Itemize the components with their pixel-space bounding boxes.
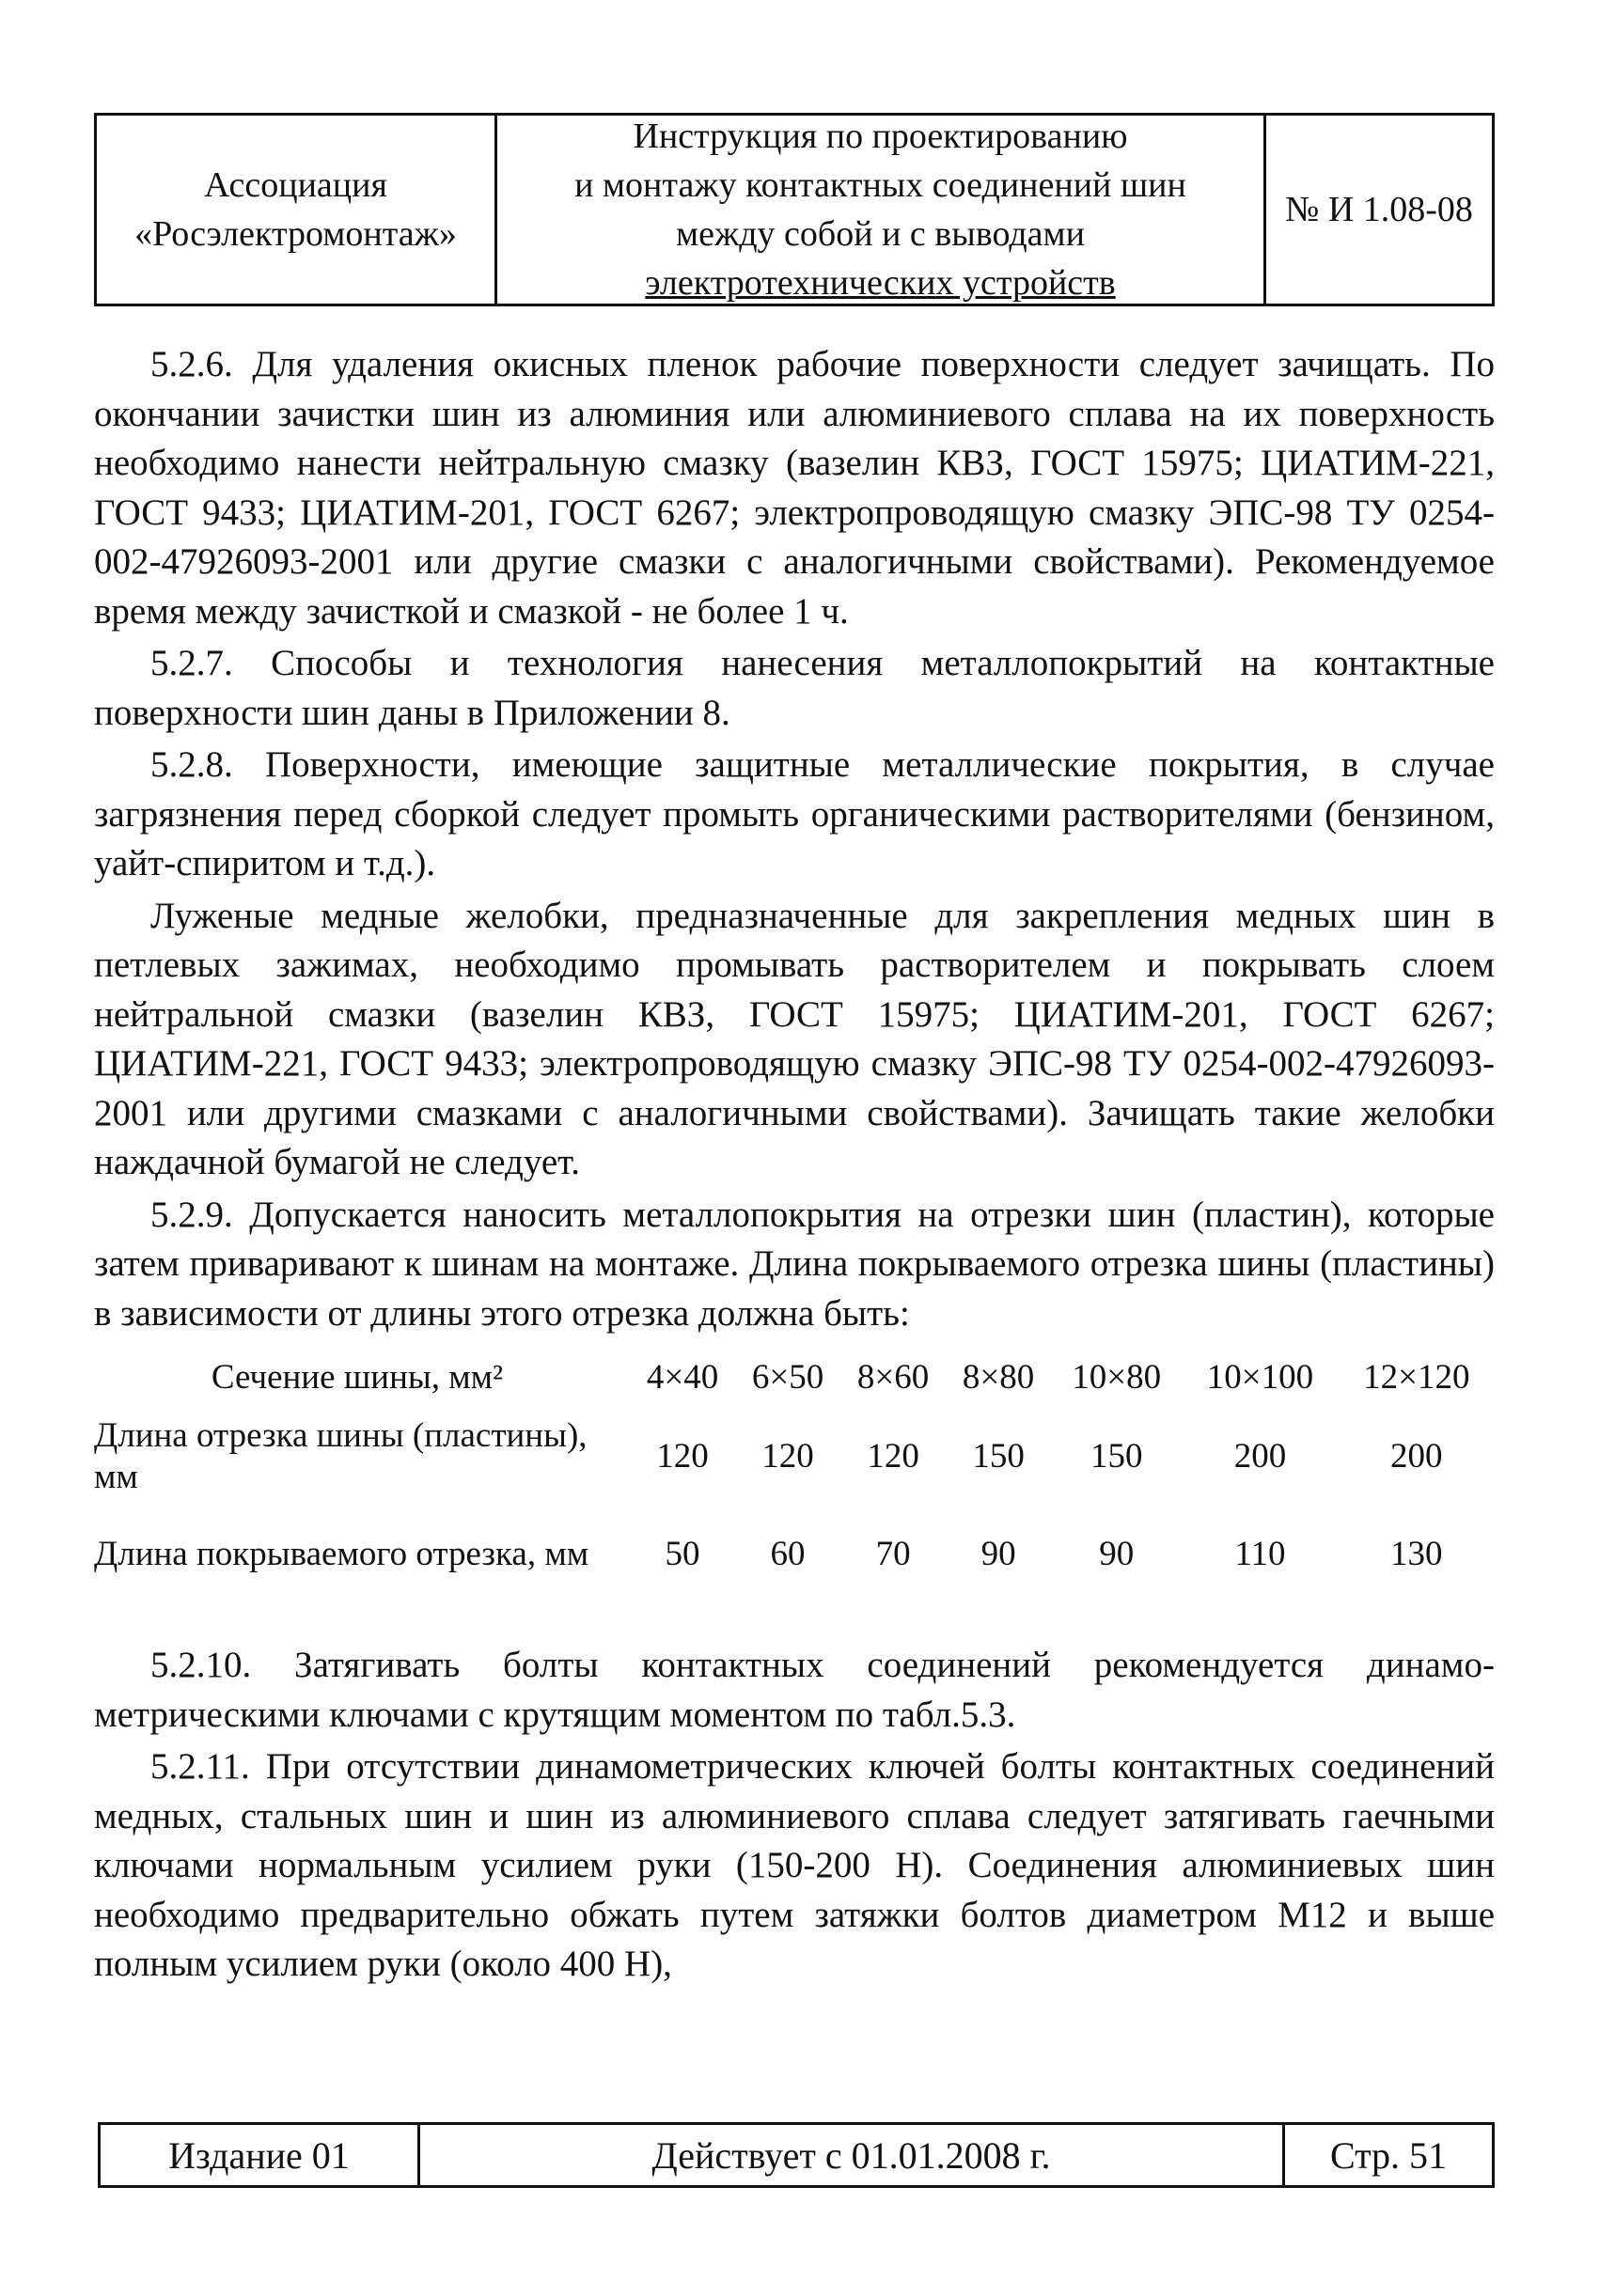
organization-line-1: Ассоциация bbox=[204, 165, 387, 205]
title-line-4: электротехнических устройств bbox=[645, 263, 1116, 303]
effective-date-cell bbox=[420, 2125, 1285, 2185]
table-column-header: 4×40 bbox=[646, 1358, 719, 1397]
page-number-cell bbox=[1285, 2125, 1492, 2185]
paragraph-5-2-8: 5.2.8. Поверхности, имеющие защитные металлические покрытия, в случае загрязнения перед сборкой следует промыть органическими растворителями (бензином, уайт-спиритом и т.д.). bbox=[94, 744, 1495, 883]
table-cell: 90 bbox=[980, 1535, 1016, 1573]
table-row bbox=[94, 1408, 1495, 1506]
document-header bbox=[94, 113, 1495, 306]
table-cell: 120 bbox=[656, 1437, 709, 1476]
title-line-3: между собой и с выводами bbox=[676, 214, 1085, 254]
table-cell: 90 bbox=[1099, 1535, 1135, 1573]
table-cell: 150 bbox=[1090, 1437, 1143, 1476]
coating-length-table bbox=[94, 1348, 1495, 1603]
table-column-header: 10×80 bbox=[1072, 1358, 1162, 1397]
paragraph-5-2-6: 5.2.6. Для удаления окисных пленок рабочие поверхности следует зачищать. По окончании зачистки шин из алюминия или алюминиевого сплава на их поверхность необходимо нанести нейтральную смазку (вазелин КВЗ, ГОСТ 15975; ЦИАТИМ-221, ГОСТ 9433; ЦИАТИМ-201, ГОСТ 6267; электропроводящую смазку ЭПС-98 ТУ 0254-002-47926093-2001 или другие смазки с аналогичными свойствами). Рекомендуемое время между зачисткой и смазкой - не более 1 ч. bbox=[94, 344, 1495, 632]
table-cell: 150 bbox=[972, 1437, 1025, 1476]
table-column-header: 6×50 bbox=[751, 1358, 824, 1397]
table-cell: 50 bbox=[665, 1535, 700, 1573]
effective-date-label: Действует с 01.01.2008 г. bbox=[651, 2133, 1051, 2177]
table-cell: 120 bbox=[761, 1437, 814, 1476]
table-column-header: 10×100 bbox=[1206, 1358, 1314, 1397]
title-line-1: Инструкция по проектированию bbox=[633, 117, 1128, 156]
table-row-label: Длина отрезка шины (пластины), мм bbox=[94, 1416, 588, 1496]
paragraph-5-2-9: 5.2.9. Допускается наносить металлопокрытия на отрезки шин (пластин), которые затем приваривают к шинам на монтаже. Длина покрываемого отрезка шины (пластины) в зависимости от длины этого отрезка должна быть: bbox=[94, 1194, 1495, 1334]
table-row-label: Длина покрываемого отрезка, мм bbox=[94, 1535, 589, 1573]
table-cell: 130 bbox=[1390, 1535, 1443, 1573]
table-cell: 70 bbox=[875, 1535, 911, 1573]
edition-label: Издание 01 bbox=[168, 2133, 350, 2177]
document-body bbox=[94, 340, 1495, 1992]
table-column-header: 12×120 bbox=[1363, 1358, 1470, 1397]
paragraph-5-2-10: 5.2.10. Затягивать болты контактных соединений рекомендуется динамометрическими ключами с крутящим моментом по табл.5.3. bbox=[94, 1645, 1495, 1735]
page-number: Стр. 51 bbox=[1329, 2133, 1448, 2177]
title-line-2: и монтажу контактных соединений шин bbox=[574, 165, 1186, 205]
edition-cell bbox=[101, 2125, 420, 2185]
table-column-header: 8×60 bbox=[856, 1358, 930, 1397]
document-footer bbox=[98, 2122, 1495, 2188]
table-row bbox=[94, 1506, 1495, 1603]
table-header-row bbox=[94, 1348, 1495, 1408]
table-cell: 200 bbox=[1233, 1437, 1287, 1476]
paragraph-tinned-grooves: Луженые медные желобки, предназначенные для закрепления медных шин в петлевых зажимах, необходимо промывать растворителем и покрывать слоем нейтральной смазки (вазелин КВЗ, ГОСТ 15975; ЦИАТИМ-201, ГОСТ 6267; ЦИАТИМ-221, ГОСТ 9433; электропроводящую смазку ЭПС-98 ТУ 0254-002-47926093-2001 или другими смазками с аналогичными свойствами). Зачищать такие желобки наждачной бумагой не следует. bbox=[94, 895, 1495, 1182]
paragraph-5-2-11: 5.2.11. При отсутствии динамометрических ключей болты контактных соединений медных, стальных шин и шин из алюминиевого сплава следует затягивать гаечными ключами нормальным усилием руки (150-200 Н). Соединения алюминиевых шин необходимо предварительно обжать путем затяжки болтов диаметром М12 и выше полным усилием руки (около 400 Н), bbox=[94, 1746, 1495, 1984]
table-cell: 120 bbox=[867, 1437, 919, 1476]
document-number: № И 1.08-08 bbox=[1285, 190, 1473, 229]
organization-line-2: «Росэлектромонтаж» bbox=[134, 214, 457, 254]
document-title-cell bbox=[497, 116, 1266, 304]
table-cell: 200 bbox=[1390, 1437, 1443, 1476]
table-cell: 110 bbox=[1234, 1535, 1286, 1573]
paragraph-5-2-7: 5.2.7. Способы и технология нанесения металлопокрытий на контактные поверхности шин даны в Приложении 8. bbox=[94, 643, 1495, 733]
table-column-header: 8×80 bbox=[962, 1358, 1035, 1397]
organization-cell bbox=[97, 116, 497, 304]
document-number-cell bbox=[1266, 116, 1492, 304]
table-header-label: Сечение шины, мм² bbox=[211, 1358, 504, 1397]
table-cell: 60 bbox=[770, 1535, 806, 1573]
